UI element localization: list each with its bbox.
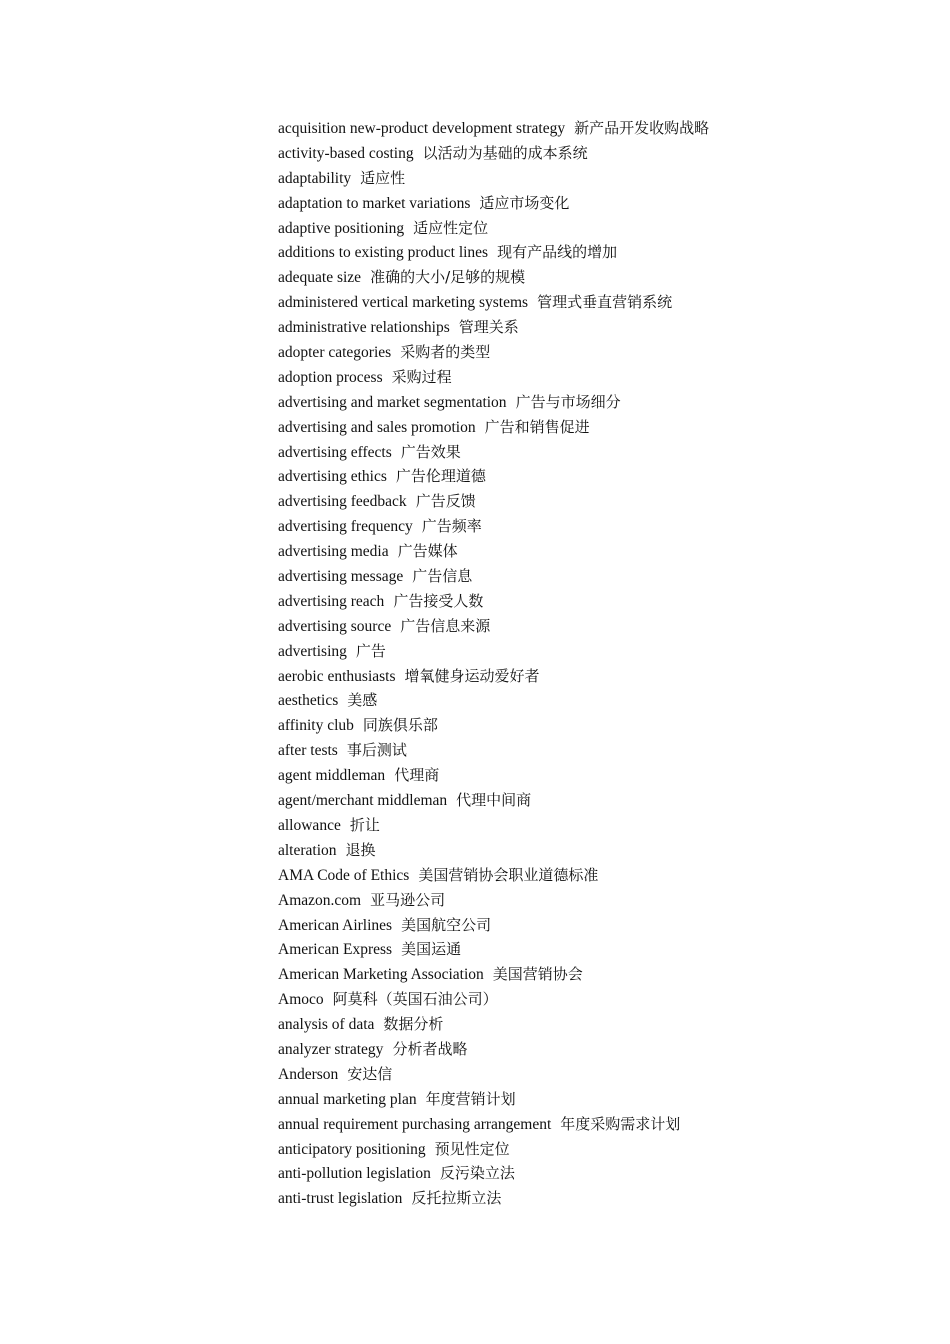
entry-term: anticipatory positioning — [278, 1140, 426, 1158]
entry-term: advertising reach — [278, 592, 385, 610]
glossary-list — [278, 116, 878, 1211]
entry-term: adoption process — [278, 368, 383, 386]
entry-translation: 反托拉斯立法 — [411, 1189, 502, 1208]
entry-term: adopter categories — [278, 344, 392, 362]
entry-term: Amoco — [278, 991, 324, 1009]
entry-term: adaptive positioning — [278, 219, 405, 237]
glossary-entry — [278, 813, 878, 838]
entry-translation: 分析者战略 — [392, 1039, 468, 1058]
entry-translation: 广告反馈 — [415, 492, 476, 511]
entry-translation: 管理式垂直营销系统 — [537, 293, 673, 312]
entry-term: anti-trust legislation — [278, 1190, 403, 1208]
glossary-entry — [278, 639, 878, 664]
entry-translation: 阿莫科（英国石油公司） — [332, 990, 498, 1009]
glossary-entry — [278, 664, 878, 689]
glossary-entry — [278, 489, 878, 514]
entry-term: advertising effects — [278, 443, 392, 461]
glossary-entry — [278, 1037, 878, 1062]
entry-term: advertising ethics — [278, 468, 387, 486]
entry-term: anti-pollution legislation — [278, 1165, 431, 1183]
glossary-entry — [278, 1112, 878, 1137]
entry-translation: 代理商 — [394, 766, 440, 785]
entry-translation: 美国营销协会 — [492, 965, 583, 984]
entry-term: allowance — [278, 816, 341, 834]
glossary-entry — [278, 713, 878, 738]
entry-term: advertising and market segmentation — [278, 393, 507, 411]
glossary-entry — [278, 315, 878, 340]
glossary-entry — [278, 240, 878, 265]
entry-term: analyzer strategy — [278, 1040, 384, 1058]
entry-translation: 广告效果 — [400, 442, 461, 461]
glossary-entry — [278, 937, 878, 962]
entry-translation: 适应市场变化 — [479, 193, 570, 212]
entry-term: aesthetics — [278, 692, 339, 710]
glossary-entry — [278, 688, 878, 713]
glossary-entry — [278, 340, 878, 365]
entry-translation: 新产品开发收购战略 — [574, 119, 710, 137]
glossary-entry — [278, 738, 878, 763]
glossary-entry — [278, 539, 878, 564]
entry-translation: 广告和销售促进 — [484, 417, 590, 436]
entry-translation: 事后测试 — [346, 741, 407, 760]
entry-translation: 数据分析 — [383, 1015, 444, 1034]
entry-term: American Marketing Association — [278, 966, 484, 984]
entry-term: administered vertical marketing systems — [278, 294, 529, 312]
entry-translation: 美国航空公司 — [401, 915, 492, 934]
entry-term: Anderson — [278, 1065, 339, 1083]
entry-translation: 安达信 — [347, 1064, 393, 1083]
entry-translation: 广告接受人数 — [393, 591, 484, 610]
glossary-entry — [278, 415, 878, 440]
entry-term: AMA Code of Ethics — [278, 866, 410, 884]
entry-term: advertising feedback — [278, 493, 407, 511]
glossary-entry — [278, 838, 878, 863]
glossary-entry — [278, 1062, 878, 1087]
glossary-entry — [278, 116, 878, 141]
entry-term: advertising frequency — [278, 518, 413, 536]
entry-translation: 预见性定位 — [434, 1139, 510, 1158]
entry-translation: 增氧健身运动爱好者 — [404, 666, 540, 685]
entry-term: acquisition new-product development strategy — [278, 120, 566, 137]
entry-term: agent middleman — [278, 767, 386, 785]
glossary-entry — [278, 913, 878, 938]
entry-term: Amazon.com — [278, 891, 362, 909]
glossary-entry — [278, 365, 878, 390]
glossary-entry — [278, 440, 878, 465]
entry-term: annual marketing plan — [278, 1090, 417, 1108]
glossary-entry — [278, 265, 878, 290]
glossary-entry — [278, 191, 878, 216]
glossary-entry — [278, 216, 878, 241]
glossary-entry — [278, 1186, 878, 1211]
glossary-entry — [278, 1012, 878, 1037]
entry-translation: 管理关系 — [458, 318, 519, 337]
entry-term: American Express — [278, 941, 393, 959]
entry-term: advertising message — [278, 568, 404, 586]
glossary-entry — [278, 464, 878, 489]
entry-term: additions to existing product lines — [278, 244, 489, 262]
entry-term: analysis of data — [278, 1016, 375, 1034]
glossary-entry — [278, 1137, 878, 1162]
entry-term: advertising — [278, 642, 347, 660]
entry-translation: 退换 — [345, 840, 376, 859]
entry-translation: 亚马逊公司 — [370, 890, 446, 909]
entry-translation: 年度采购需求计划 — [560, 1114, 681, 1133]
entry-translation: 准确的大小/足够的规模 — [370, 268, 526, 287]
glossary-entry — [278, 390, 878, 415]
entry-translation: 采购过程 — [391, 367, 452, 386]
entry-translation: 美国运通 — [401, 940, 462, 959]
entry-term: advertising source — [278, 617, 392, 635]
glossary-entry — [278, 763, 878, 788]
entry-term: administrative relationships — [278, 319, 450, 337]
glossary-entry — [278, 1161, 878, 1186]
entry-term: activity-based costing — [278, 144, 414, 162]
glossary-entry — [278, 564, 878, 589]
entry-translation: 美感 — [347, 691, 378, 710]
glossary-entry — [278, 514, 878, 539]
glossary-entry — [278, 987, 878, 1012]
entry-translation: 适应性定位 — [413, 218, 489, 237]
entry-term: advertising media — [278, 543, 389, 561]
entry-translation: 现有产品线的增加 — [497, 243, 618, 262]
entry-term: American Airlines — [278, 916, 393, 934]
entry-translation: 同族俱乐部 — [362, 716, 438, 735]
entry-term: after tests — [278, 742, 338, 760]
glossary-entry — [278, 863, 878, 888]
entry-translation: 年度营销计划 — [425, 1089, 516, 1108]
entry-term: affinity club — [278, 717, 354, 735]
entry-term: adequate size — [278, 269, 362, 287]
entry-translation: 广告 — [355, 641, 386, 660]
entry-translation: 美国营销协会职业道德标准 — [418, 865, 599, 884]
glossary-entry — [278, 141, 878, 166]
entry-term: annual requirement purchasing arrangement — [278, 1115, 552, 1133]
entry-term: aerobic enthusiasts — [278, 667, 396, 685]
entry-term: alteration — [278, 841, 337, 859]
glossary-entry — [278, 1087, 878, 1112]
glossary-entry — [278, 788, 878, 813]
entry-translation: 广告信息 — [412, 567, 473, 586]
entry-term: adaptability — [278, 169, 352, 187]
entry-translation: 广告频率 — [421, 517, 482, 536]
entry-translation: 代理中间商 — [456, 791, 532, 810]
entry-translation: 反污染立法 — [439, 1164, 515, 1183]
entry-translation: 折让 — [349, 815, 380, 834]
glossary-entry — [278, 962, 878, 987]
glossary-entry — [278, 290, 878, 315]
entry-translation: 适应性 — [360, 168, 406, 187]
entry-translation: 广告与市场细分 — [515, 392, 621, 411]
glossary-entry — [278, 614, 878, 639]
entry-term: agent/merchant middleman — [278, 792, 448, 810]
glossary-entry — [278, 166, 878, 191]
entry-term: advertising and sales promotion — [278, 418, 476, 436]
glossary-entry — [278, 888, 878, 913]
entry-translation: 广告信息来源 — [400, 616, 491, 635]
glossary-entry — [278, 589, 878, 614]
entry-term: adaptation to market variations — [278, 194, 471, 212]
entry-translation: 广告伦理道德 — [395, 467, 486, 486]
entry-translation: 采购者的类型 — [400, 343, 491, 362]
entry-translation: 广告媒体 — [397, 542, 458, 561]
entry-translation: 以活动为基础的成本系统 — [422, 143, 588, 162]
